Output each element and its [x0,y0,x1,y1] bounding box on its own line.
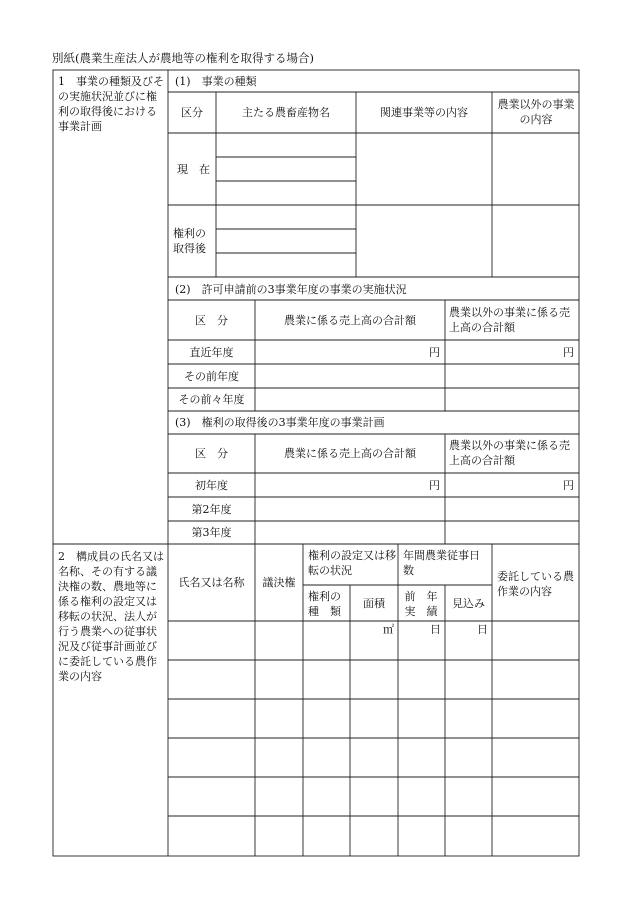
col-area: 面積 [363,597,385,610]
col-kubun: 区分 [181,106,203,119]
row-after-acquisition: 権利の取得後 [173,227,206,255]
page-title: 別紙(農業生産法人が農地等の権利を取得する場合) [52,51,314,65]
unit-days-plan: 日 [477,623,488,636]
section2-label: 2 構成員の氏名又は名称、その有する議決権の数、農地等に係る権利の設定又は移転の状況、法人が行う農業への従事状況及び従事計画並びに委託している農作業の内容 [58,550,164,683]
sub2-col-agri-sales: 農業に係る売上高の合計額 [284,314,416,327]
row-current: 現 在 [177,163,210,176]
col-related-business: 関連事業等の内容 [380,106,468,119]
sub3-row-year1: 初年度 [195,479,228,492]
sub3-unit-yen-agri: 円 [429,479,440,492]
sub2-col-kubun: 区 分 [195,314,228,327]
col-member-name: 氏名又は名称 [178,576,245,589]
sub3-col-agri-sales: 農業に係る売上高の合計額 [284,447,416,460]
sub3-col-nonagri-sales: 農業以外の事業に係る売上高の合計額 [449,439,570,467]
sub2-col-nonagri-sales: 農業以外の事業に係る売上高の合計額 [449,306,570,334]
sub2-heading: (2) 許可申請前の3事業年度の事業の実施状況 [175,283,407,296]
col-plan: 見込み [452,597,485,610]
sub3-row-year2: 第2年度 [191,503,232,516]
sub1-heading: (1) 事業の種類 [175,75,257,88]
col-other-business: 農業以外の事業の内容 [497,98,575,126]
sub3-row-year3: 第3年度 [191,526,232,539]
section1-label: 1 事業の種類及びその実施状況並びに権利の取得後における事業計画 [58,75,164,133]
col-right-type: 権利の種 類 [308,590,341,618]
col-main-product: 主たる農畜産物名 [242,106,330,119]
sub2-unit-yen-nonagri: 円 [563,346,574,359]
sub3-heading: (3) 権利の取得後の3事業年度の事業計画 [175,416,385,429]
col-entrusted-work: 委託している農作業の内容 [497,570,574,598]
sub2-row-latest: 直近年度 [189,346,234,359]
col-annual-days: 年間農業従事日数 [403,549,480,577]
sub3-col-kubun: 区 分 [195,447,228,460]
col-voting-rights: 議決権 [262,576,296,589]
sub3-unit-yen-nonagri: 円 [563,479,574,492]
col-prev-year-actual: 前 年実 績 [404,590,438,618]
unit-square-meter: ㎡ [383,623,394,636]
unit-days-prev: 日 [430,623,441,636]
sub2-unit-yen-agri: 円 [429,346,440,359]
col-right-status: 権利の設定又は移転の状況 [308,549,396,577]
sub2-row-prev: その前年度 [184,370,239,383]
sub2-row-prev2: その前々年度 [178,393,245,406]
